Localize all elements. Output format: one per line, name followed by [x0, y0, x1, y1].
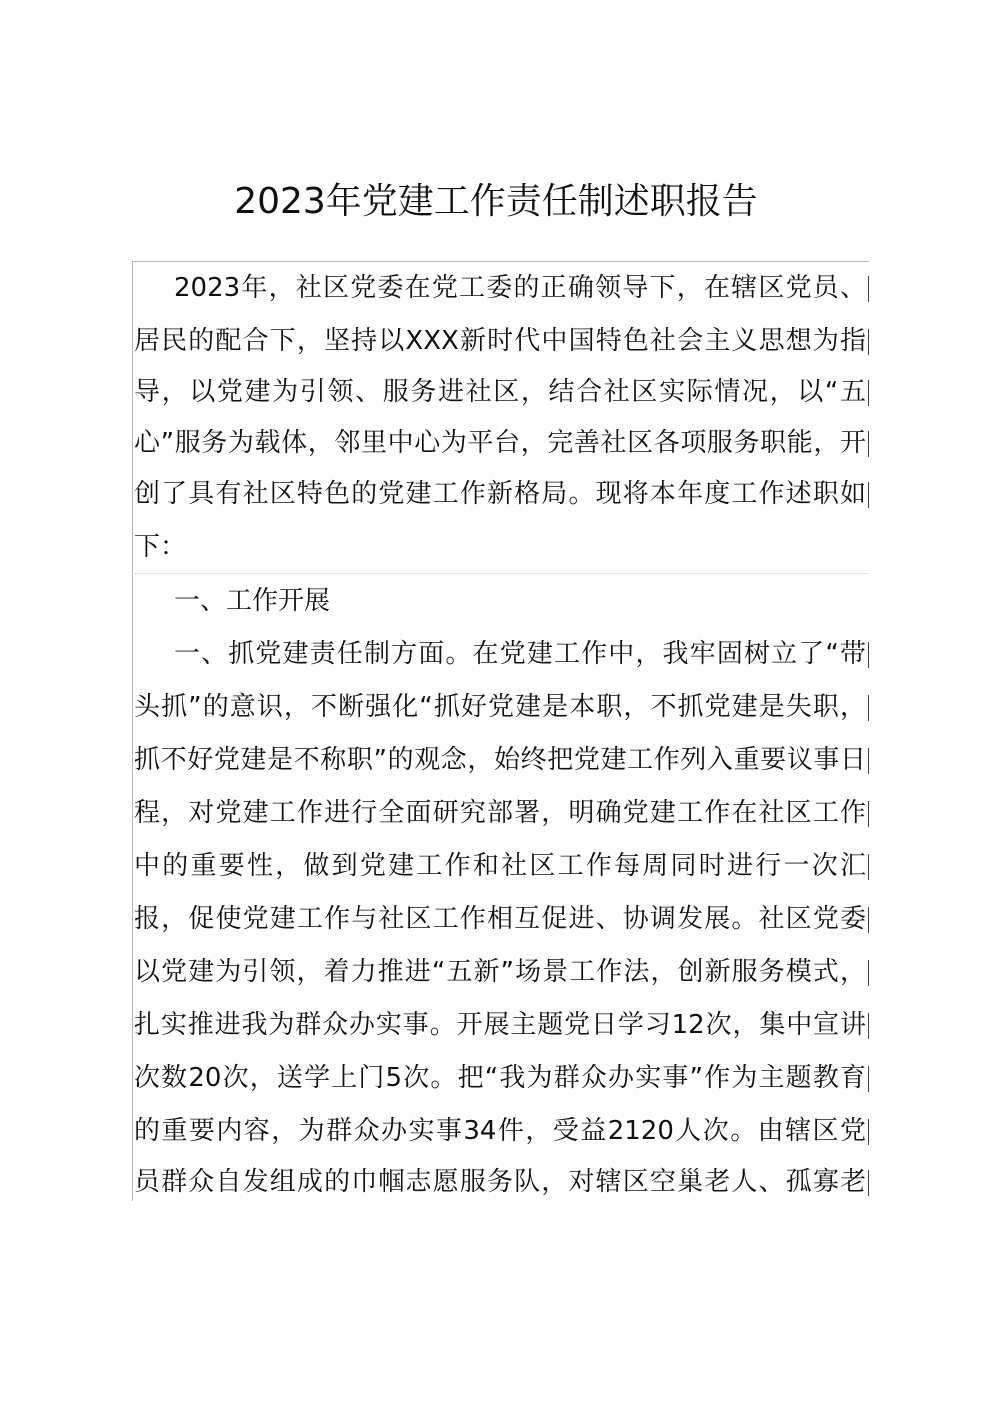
section-heading: 一、工作开展: [174, 586, 331, 616]
line-end-marker: [868, 1119, 869, 1145]
paragraph-line: 居民的配合下，坚持以XXX新时代中国特色社会主义思想为指: [134, 326, 866, 356]
paragraph-line: 的重要内容，为群众办实事34件，受益2120人次。由辖区党: [134, 1116, 866, 1146]
line-end-marker: [868, 1013, 869, 1039]
line-end-marker: [868, 482, 869, 508]
text-frame-left-border: [132, 261, 133, 1201]
paragraph-line: 下：: [134, 532, 187, 562]
paragraph-line: 抓不好党建是不称职”的观念，始终把党建工作列入重要议事日: [134, 745, 866, 775]
line-end-marker: [868, 276, 869, 302]
line-end-marker: [868, 748, 869, 774]
line-end-marker: [868, 431, 869, 457]
paragraph-divider: [132, 573, 869, 574]
text-frame-top-border: [132, 261, 869, 262]
paragraph-line: 报，促使党建工作与社区工作相互促进、协调发展。社区党委: [134, 904, 866, 934]
paragraph-line: 中的重要性，做到党建工作和社区工作每周同时进行一次汇: [134, 851, 866, 881]
line-end-marker: [868, 801, 869, 827]
line-end-marker: [868, 960, 869, 986]
paragraph-line: 导，以党建为引领、服务进社区，结合社区实际情况，以“五: [134, 377, 866, 407]
document-title: 2023年党建工作责任制述职报告: [234, 181, 758, 222]
line-end-marker: [868, 380, 869, 406]
paragraph-line: 扎实推进我为群众办实事。开展主题党日学习12次，集中宣讲: [134, 1010, 866, 1040]
paragraph-line: 以党建为引领，着力推进“五新”场景工作法，创新服务模式，: [134, 957, 866, 987]
paragraph-line: 心”服务为载体，邻里中心为平台，完善社区各项服务职能，开: [134, 428, 866, 458]
line-end-marker: [868, 329, 869, 355]
paragraph-line: 程，对党建工作进行全面研究部署，明确党建工作在社区工作: [134, 798, 866, 828]
line-end-marker: [868, 695, 869, 721]
line-end-marker: [868, 1170, 869, 1196]
line-end-marker: [868, 642, 869, 668]
paragraph-line: 员群众自发组成的巾帼志愿服务队，对辖区空巢老人、孤寡老: [134, 1167, 866, 1197]
paragraph-line: 2023年，社区党委在党工委的正确领导下，在辖区党员、: [174, 273, 866, 303]
line-end-marker: [868, 1066, 869, 1092]
paragraph-line: 次数20次，送学上门5次。把“我为群众办实事”作为主题教育: [134, 1063, 866, 1093]
paragraph-line: 创了具有社区特色的党建工作新格局。现将本年度工作述职如: [134, 479, 866, 509]
paragraph-line: 头抓”的意识，不断强化“抓好党建是本职，不抓党建是失职，: [134, 692, 866, 722]
line-end-marker: [868, 854, 869, 880]
paragraph-line: 一、抓党建责任制方面。在党建工作中，我牢固树立了“带: [174, 639, 866, 669]
line-end-marker: [868, 907, 869, 933]
